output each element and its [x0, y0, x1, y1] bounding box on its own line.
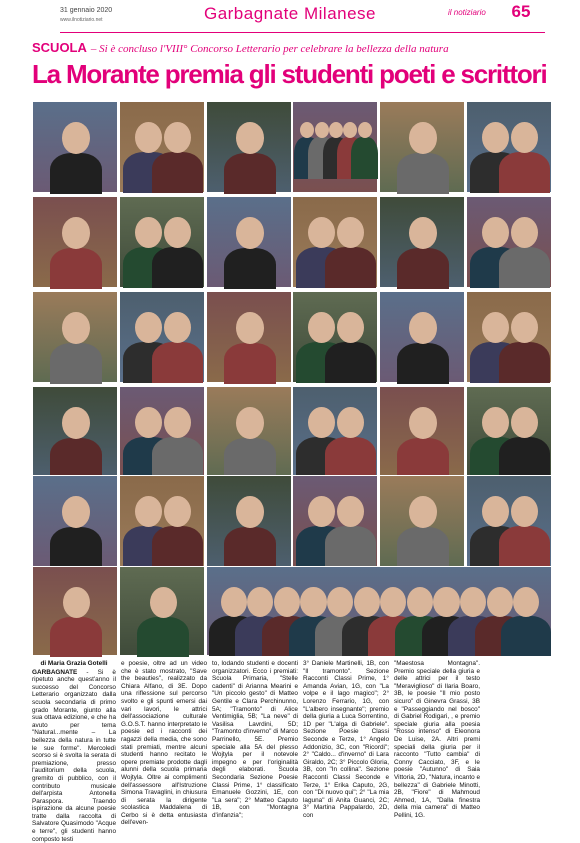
- event-photo: [119, 475, 205, 567]
- dateline: GARBAGNATE: [32, 668, 78, 676]
- event-photo: [119, 196, 205, 288]
- event-photo: [379, 196, 465, 288]
- event-photo: [32, 291, 118, 383]
- header-rule: [60, 32, 545, 33]
- event-photo: [379, 386, 465, 478]
- article-column-4: [303, 660, 389, 820]
- event-photo: [32, 386, 118, 478]
- article-text-3: to, lodando studenti e docenti organizzatori. Ecco i premiati: Scuola Primaria, "Stelle cadenti" di Arianna Mearini e "Un piccolo gesto" di Matteo Gentile e Clara Perchinunno, 5A; "Tramonto" di Alice Ventimiglia, 5B; "La neve" di Vasilisa Lavrdini, 5D; "Tramonto d'inverno" di Marco Parrinello, 5E. Premio speciale alla 5A del plesso Wojtyla per il notevole impegno e per l'originalità degli elaborati. Scuola Secondaria Sezione Poesie Classi Prime, 1° classificato Emanuele Gozzini, 1E, con "La sera"; 2° Matteo Caputo 1B, con "Montagna d'infanzia";: [212, 660, 298, 819]
- event-photo: [206, 101, 292, 193]
- event-photo: [466, 386, 552, 478]
- newspaper-brand: il notiziario: [448, 8, 486, 17]
- event-photo: [32, 196, 118, 288]
- issue-date: 31 gennaio 2020: [60, 7, 113, 14]
- byline: di Maria Grazia Gotelli: [40, 660, 108, 667]
- event-photo: [206, 386, 292, 478]
- article-column-5: [394, 660, 480, 820]
- city-title: Garbagnate Milanese: [203, 4, 377, 23]
- section-subtitle: – Si è concluso l'VIII° Concorso Letterario per celebrare la bellezza della natura: [90, 43, 449, 55]
- event-photo: [292, 475, 378, 567]
- event-photo: [206, 196, 292, 288]
- event-photo: [119, 101, 205, 193]
- event-photo: [119, 566, 205, 656]
- event-photo: [292, 101, 378, 193]
- article-text-1: - Si è ripetuto anche quest'anno il successo del Concorso Letterario organizzato dalla scuola secondaria di primo grado Morante, giunto alla sua ottava edizione, e che ha avuto per tema "Natural...mente – La bellezza della natura in tutte le sue forme". Mercoledì scorso si è svolta la serata di premiazione, presso l'auditorium della scuola, gremito di pubblico, con il contributo musicale dell'arpista Antonella Paraspora. Traendo ispirazione da alcune poesie tratte dalla raccolta di Salvatore Quasimodo "Acque e terre", gli studenti hanno composto testi: [32, 668, 116, 843]
- event-photo: [466, 101, 552, 193]
- event-photo: [379, 291, 465, 383]
- article-text-4: 3° Daniele Martinelli, 1B, con "Il tramonto". Sezione Racconti Classi Prime, 1° Amanda Avian, 1G, con "La volpe e il lago magico"; 2° Lorenzo Ferrario, 1G, con "L'albero insegnante"; premio della giuria a Luca Sorrentino, 1D per "L'alga di Gabriele". Sezione Poesie Classi Seconde e Terze, 1° Angelo Addonizio, 3C, con "Ricordi"; 2° "Caldo... d'inverno" di Lara Giraldo, 2C; 3° Piccolo Gloria, 3B, con "In collina". Sezione Racconti Classi Seconde e Terze, 1° Erika Caputo, 2G, con "Di nuovo qui"; 2° "La mia laguna" di Anita Guanci, 2C; 3° Martina Pappalardo, 2D, con: [303, 660, 389, 819]
- event-photo: [206, 475, 292, 567]
- article-column-1: [32, 660, 116, 843]
- event-photo: [379, 475, 465, 567]
- event-photo: [292, 196, 378, 288]
- event-photo: [119, 291, 205, 383]
- event-photo: [32, 475, 118, 567]
- website-url: www.ilnotiziario.net: [60, 17, 103, 23]
- event-photo: [32, 566, 118, 656]
- event-photo: [466, 475, 552, 567]
- article-text-5: "Maestosa Montagna". Premio speciale della giuria e delle attrici per il testo "Meraviglioso" di Ilaria Boaro, 3B, le poesie "Il mio posto sicuro" di Ginevra Grassi, 3B e "Passeggiando nel bosco" di Gabriel Rodigari, , e premio speciale giuria alla poesia "Rosso intenso" di Eleonora De Luise, 2A. Altri premi speciali della giuria per il racconto "Tutto cambia" di Conny Cacciato, 3F, e le poesie "Autunno" di Saia Vittoria, 2D, "Natura, incanto e bellezza" di Gabriele Minotti, 2B, "Fiore" di Mahmoud Ahmed, 1A, "Dalla finestra della mia camera" di Matteo Pellini, 1G.: [394, 660, 480, 819]
- event-photo: [206, 566, 552, 656]
- event-photo: [292, 386, 378, 478]
- article-column-2: [121, 660, 207, 827]
- event-photo: [466, 196, 552, 288]
- section-label: SCUOLA: [32, 40, 87, 55]
- headline: La Morante premia gli studenti poeti e scrittori: [32, 59, 547, 89]
- page-number: 65: [511, 2, 531, 21]
- article-text-2: e poesie, oltre ad un video che è stato mostrato, "Save the beauties", realizzato da Chiara Alfano, di 3E. Dopo una riflessione sul percorso svolto e gli spunti emersi dai vari lavori, le attrici dell'associazione culturale G.O.S.T. hanno interpretato le poesie ed i racconti dei ragazzi della media, che sono stati premiati, mentre alcuni studenti hanno recitato le opere premiate prodotte dagli alunni della scuola primaria Wojtyla. Oltre ai complimenti dell'assessore all'Istruzione Simona Travaglini, in chiusura di serata la dirigente scolastica Maddalena di Cerbo si è detta entusiasta dell'even-: [121, 660, 207, 827]
- event-photo: [119, 386, 205, 478]
- event-photo: [292, 291, 378, 383]
- event-photo: [466, 291, 552, 383]
- article-column-3: [212, 660, 298, 820]
- event-photo: [32, 101, 118, 193]
- section-kicker: [32, 39, 552, 57]
- event-photo: [206, 291, 292, 383]
- event-photo: [379, 101, 465, 193]
